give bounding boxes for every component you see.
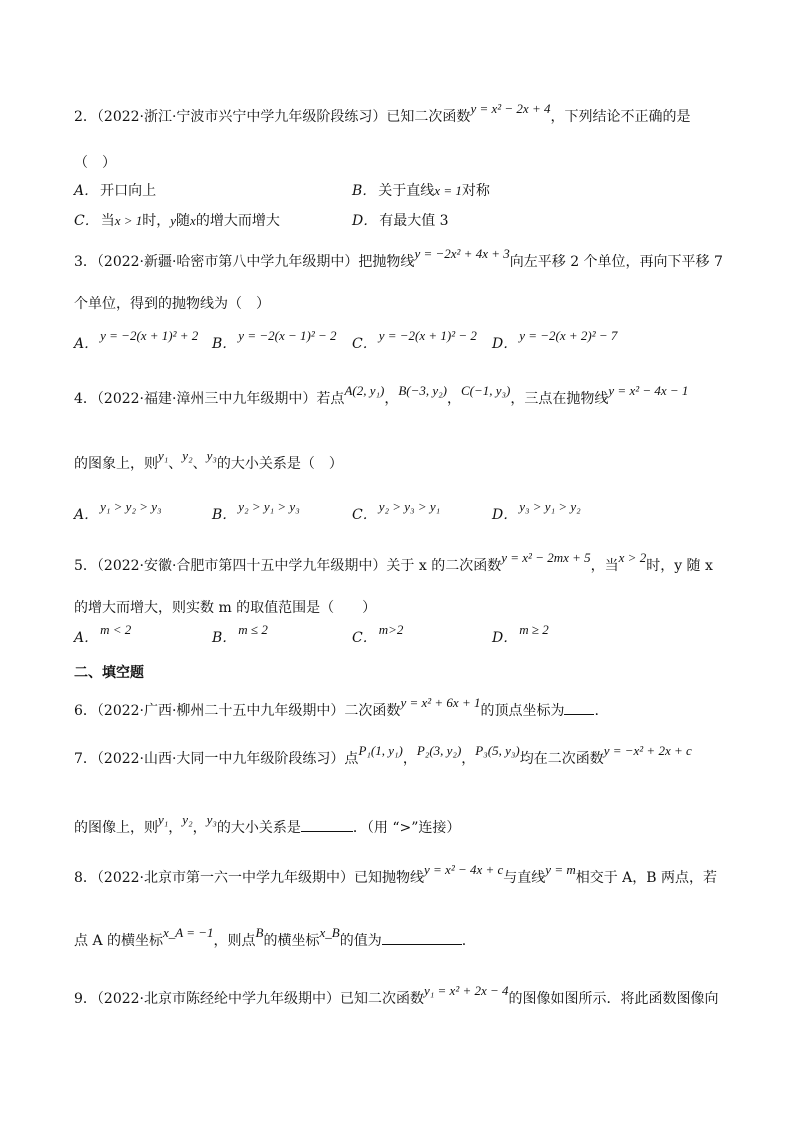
- q8-stem-line2: 点 A 的横坐标x_A = −1，则点B的横坐标x_B的值为 .: [74, 925, 467, 949]
- q2-paren: （ ）: [74, 155, 116, 171]
- q3-option-c: C．y = −2(x + 1)² − 2: [352, 328, 477, 352]
- q2-option-c: C． 当x > 1时，y随x的增大而增大: [74, 213, 280, 229]
- q3-function: y = −2x² + 4x + 3: [414, 246, 510, 261]
- q3-option-b: B．y = −2(x − 1)² − 2: [212, 328, 337, 352]
- q6-function: y = x² + 6x + 1: [400, 695, 481, 710]
- q5-stem: 5．（2022·安徽·合肥市第四十五中学九年级期中）关于 x 的二次函数y = x² − 2mx + 5，当x > 2时，y 随 x: [74, 550, 713, 574]
- q5-option-d: D．m ≥ 2: [492, 622, 549, 646]
- q5-option-a: A．m < 2: [74, 622, 132, 646]
- q3-option-a: A．y = −2(x + 1)² + 2: [74, 328, 199, 352]
- q5-option-b: B．m ≤ 2: [212, 622, 268, 646]
- q3-option-d: D．y = −2(x + 2)² − 7: [492, 328, 618, 352]
- q8-stem: 8．（2022·北京市第一六一中学九年级期中）已知抛物线y = x² − 4x + c与直线y = m相交于 A，B 两点，若: [74, 862, 718, 886]
- q4-option-a: A．y₁ > y₂ > y₃: [74, 499, 162, 523]
- q2-stem: 2．（2022·浙江·宁波市兴宁中学九年级阶段练习）已知二次函数y = x² − 2x + 4，下列结论不正确的是: [74, 101, 691, 125]
- q3-stem: 3．（2022·新疆·哈密市第八中学九年级期中）把抛物线y = −2x² + 4x + 3向左平移 2 个单位，再向下平移 7: [74, 246, 723, 270]
- q8-answer-blank[interactable]: [382, 930, 462, 945]
- q4-stem: 4．（2022·福建·漳州三中九年级期中）若点A(2, y₁)，B(−3, y₂)，C(−1, y₃)，三点在抛物线y = x² − 4x − 1: [74, 383, 689, 407]
- q2-option-d: D． 有最大值 3: [352, 213, 449, 229]
- q7-stem-line2: 的图像上，则y₁，y₂，y₃的大小关系是 ．（用 “>”连接）: [74, 812, 461, 836]
- q5-function: y = x² − 2mx + 5: [501, 550, 591, 565]
- q4-option-c: C．y₂ > y₃ > y₁: [352, 499, 441, 523]
- q9-function: y₁ = x² + 2x − 4: [424, 983, 509, 998]
- q2-option-a: A． 开口向上: [74, 183, 157, 199]
- q4-option-d: D．y₃ > y₁ > y₂: [492, 499, 581, 523]
- q8-function: y = x² − 4x + c: [424, 862, 504, 877]
- q6-answer-blank[interactable]: [564, 700, 594, 715]
- q7-function: y = −x² + 2x + c: [603, 743, 692, 758]
- q5-option-c: C．m>2: [352, 622, 404, 646]
- q7-stem: 7．（2022·山西·大同一中九年级阶段练习）点P₁(1, y₁)，P₂(3, y₂)，P₃(5, y₃)均在二次函数y = −x² + 2x + c: [74, 743, 692, 767]
- q4-stem-line2: 的图象上，则y₁、y₂、y₃的大小关系是（ ）: [74, 448, 343, 472]
- section-heading-fill-blank: 二、填空题: [74, 665, 144, 681]
- q4-function: y = x² − 4x − 1: [608, 383, 689, 398]
- q7-answer-blank[interactable]: [301, 817, 353, 832]
- q4-option-b: B．y₂ > y₁ > y₃: [212, 499, 300, 523]
- q2-option-b: B． 关于直线x = 1对称: [352, 183, 490, 199]
- q9-stem: 9．（2022·北京市陈经纶中学九年级期中）已知二次函数y₁ = x² + 2x − 4的图像如图所示．将此函数图像向: [74, 983, 719, 1007]
- q2-function: y = x² − 2x + 4: [470, 101, 551, 116]
- q5-stem-line2: 的增大而增大，则实数 m 的取值范围是（ ）: [74, 600, 377, 616]
- q6-stem: 6．（2022·广西·柳州二十五中九年级期中）二次函数y = x² + 6x + 1的顶点坐标为 .: [74, 695, 599, 719]
- q3-stem-line2: 个单位，得到的抛物线为（ ）: [74, 296, 270, 312]
